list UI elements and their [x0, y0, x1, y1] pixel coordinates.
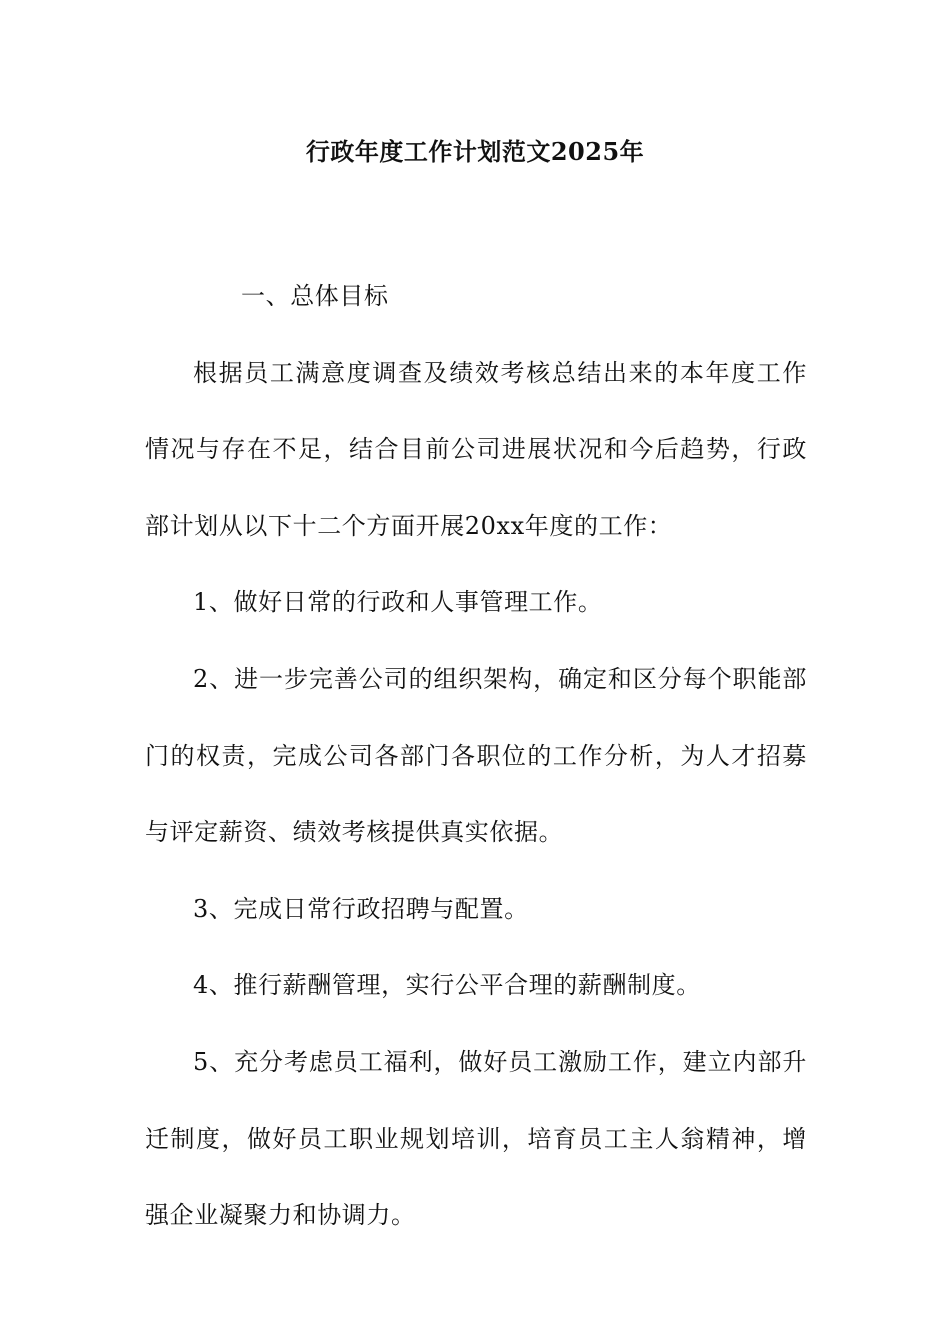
- paragraph-intro: 根据员工满意度调查及绩效考核总结出来的本年度工作情况与存在不足，结合目前公司进展状况和今后趋势，行政部计划从以下十二个方面开展20xx年度的工作：: [145, 358, 807, 540]
- section-heading-overall-goal: 一、总体目标: [241, 282, 389, 310]
- list-item-2: 2、进一步完善公司的组织架构，确定和区分每个职能部门的权责，完成公司各部门各职位的工作分析，为人才招募与评定薪资、绩效考核提供真实依据。: [145, 664, 807, 847]
- list-item-5: 5、充分考虑员工福利，做好员工激励工作，建立内部升迁制度，做好员工职业规划培训，培育员工主人翁精神，增强企业凝聚力和协调力。: [145, 1047, 807, 1230]
- document-body: [145, 258, 807, 1254]
- list-item-1: 1、做好日常的行政和人事管理工作。: [193, 588, 603, 617]
- list-item-4: 4、推行薪酬管理，实行公平合理的薪酬制度。: [193, 971, 701, 1000]
- document-title: 行政年度工作计划范文2025年: [305, 137, 645, 166]
- list-item-3: 3、完成日常行政招聘与配置。: [193, 894, 529, 923]
